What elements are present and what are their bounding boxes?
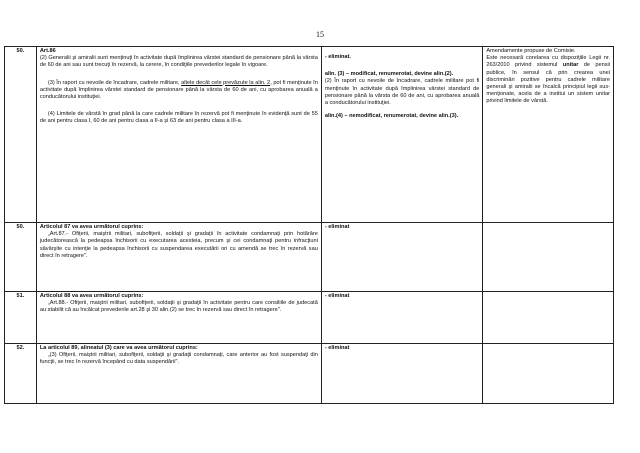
amendment-status: - eliminat: [321, 344, 483, 404]
amendment-status: - eliminat.: [324, 54, 351, 60]
justification-cell: [483, 344, 614, 404]
article-title: Articolul 88 va avea următorul cuprins:: [39, 293, 144, 299]
original-text-cell: [36, 223, 321, 292]
article-title: La articolul 89, alineatul (3) care va avea următorul cuprins:: [39, 345, 198, 351]
original-text-cell: [36, 47, 321, 223]
paragraph: (2) În raport cu nevoile de încadrare, cadrele militare pot fi menţinute în activitate după împlinirea vârstei standard de pensionare până la vârsta de 60 de ani, cu aprobarea anuală a conducătorului instituţiei.: [324, 78, 480, 107]
paragraph: (4) Limitele de vârstă în grad până la care cadrele militare în rezervă pot fi menţinute în evidenţă sunt de 55 de ani pentru clasa I, 60 de ani pentru clasa a II-a şi 63 de ani pentru clasa a III-a.: [39, 111, 318, 125]
justification-cell: [483, 223, 614, 292]
row-number: 50.: [5, 47, 37, 223]
article-title: Art.86: [39, 48, 56, 54]
amendments-table: [4, 46, 614, 404]
paragraph: „Art.88.- Ofiţerii, maiştrii militari, subofiţerii, soldaţii şi gradaţii în activitate pentru care consiliile de judecată au stabilit că au încălcat prevederile art.28 şi 30 alin.(2) se trec în rezervă sau direct în retragere".: [39, 300, 318, 314]
paragraph: „Art.87.- Ofiţerii, maiştrii militari, subofiţerii, soldaţii şi gradaţii în activitate condamnaţi prin hotărâre judecătorească la pedeapsa închisorii cu executarea acesteia, precum şi cei condamnaţi pentru infracţiuni săvârşite cu intenţie la pedeapsa închisorii cu suspendarea executării ori cu amendă se trec în rezervă sau direct în retragere".: [39, 231, 318, 259]
justification-cell: [483, 292, 614, 344]
row-number: 50.: [5, 223, 37, 292]
justification-cell: [483, 47, 614, 223]
table-row: [5, 223, 614, 292]
amendment-cell: [321, 47, 483, 223]
page-number: 15: [316, 30, 324, 39]
justification-text: Amendamente propuse de Comisie.: [486, 48, 576, 54]
article-title: Articolul 87 va avea următorul cuprins:: [39, 224, 144, 230]
amendment-status: alin. (3) – modificat, renumerotat, devine alin.(2).: [324, 71, 454, 78]
amendment-status: - eliminat: [321, 223, 483, 292]
original-text-cell: [36, 292, 321, 344]
paragraph: „(3) Ofiţerii, maiştrii militari, subofiţerii, soldaţii şi gradaţii condamnaţi, care anterior au fost suspendaţi din funcţii, se trec în rezervă începând cu data suspendării".: [39, 352, 318, 366]
paragraph: (3) În raport cu nevoile de încadrare, cadrele militare, altele decât cele prevăzute la alin. 2, pot fi menţinute în activitate după împlinirea vârstei standard de pensionare până la vârsta de 60 de ani, cu aprobarea anuală a conducătorului instituţiei.: [39, 79, 318, 101]
justification-text: Este necesară corelarea cu dispoziţiile Legii nr. 263/2010 privind sistemul unitar de pensii publice, în sensul că prin crearea unei discriminări pozitive pentru cadrele militare generali şi amiralii se încalcă principiul legii sus-menţionate, acela de a institui un sistem unitar privind limitele de vârstă.: [486, 55, 610, 105]
table-row: [5, 292, 614, 344]
row-number: 52.: [5, 344, 37, 404]
original-text-cell: [36, 344, 321, 404]
paragraph: (2) Generalii şi amiralii sunt menţinuţi în activitate după împlinirea vârstei standard de pensionare până la vârsta de 60 de ani sau sunt trecuţi în rezervă, la cerere, în condiţiile prevederilor legale în vigoare.: [39, 55, 318, 69]
amendment-status: - eliminat: [321, 292, 483, 344]
row-number: 51.: [5, 292, 37, 344]
amendment-status: alin.(4) – nemodificat, renumerotat, devine alin.(3).: [324, 113, 459, 120]
table-row: [5, 47, 614, 223]
table-row: [5, 344, 614, 404]
